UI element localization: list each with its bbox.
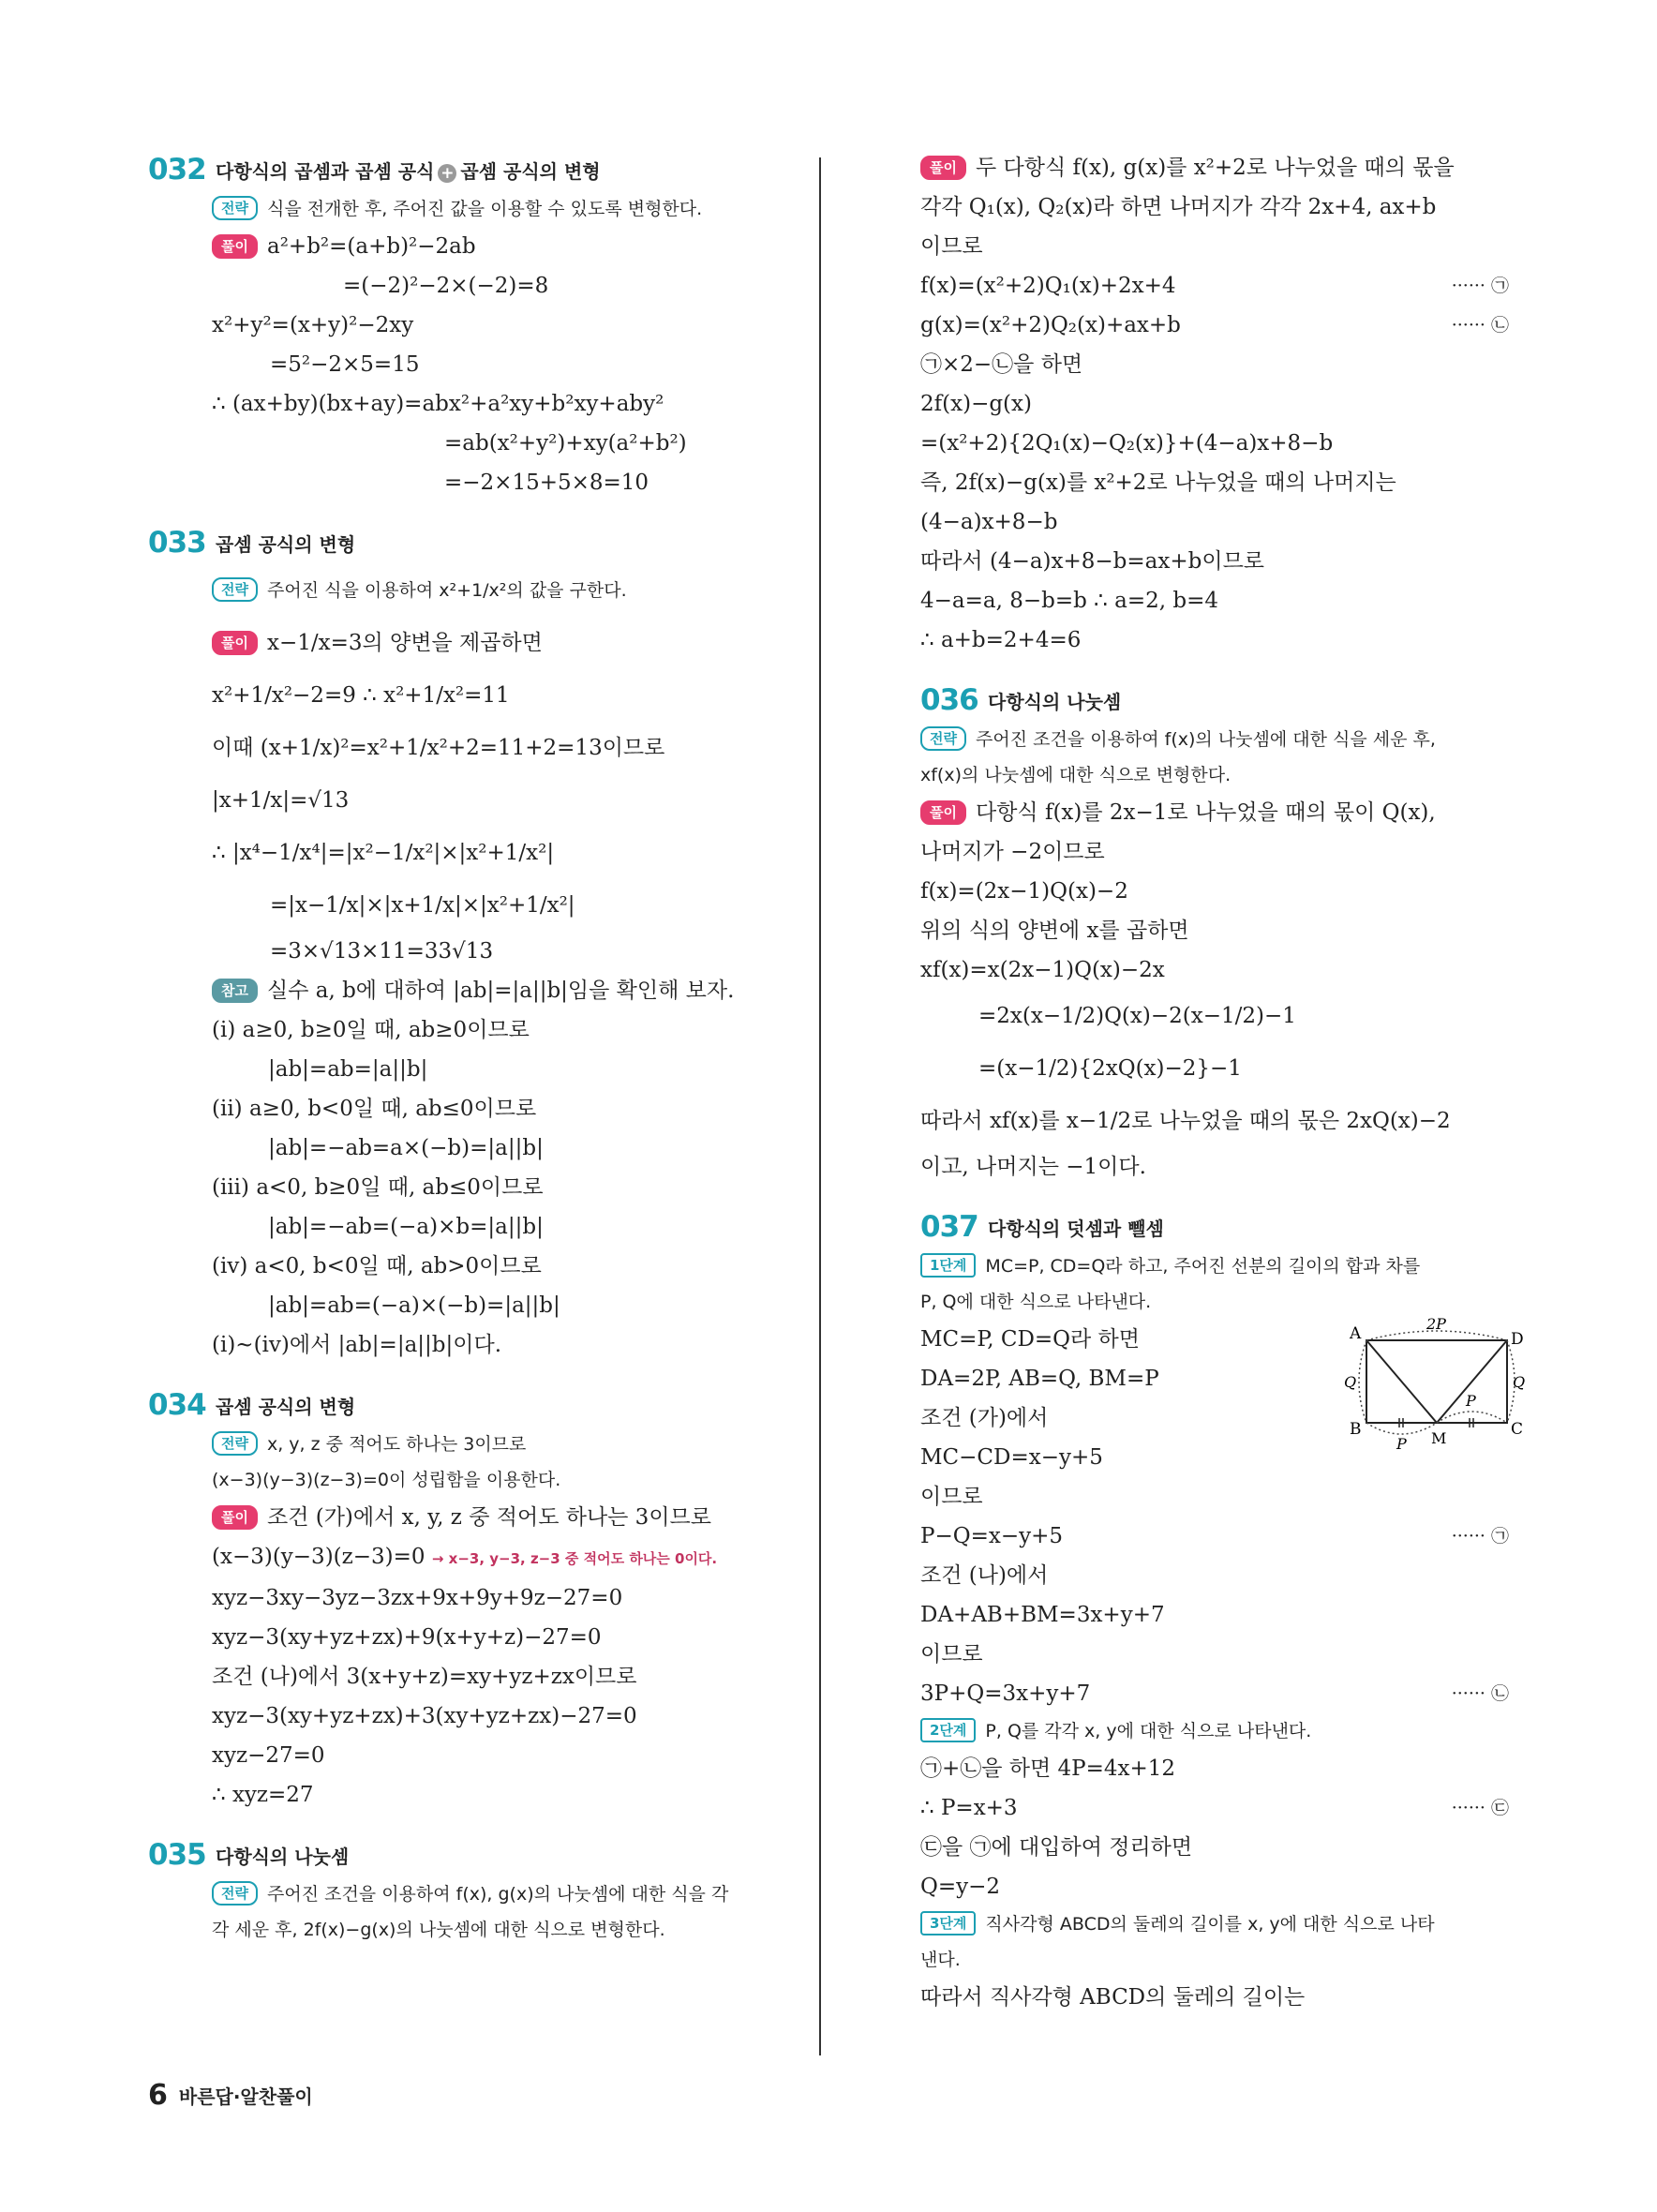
- annotation-note: → x−3, y−3, z−3 중 적어도 하나는 0이다.: [431, 1550, 718, 1567]
- math-line: 조건 (나)에서 3(x+y+z)=xy+yz+zx이므로: [212, 1665, 637, 1689]
- strategy-text: 주어진 식을 이용하여 x²+1/x²의 값을 구한다.: [266, 580, 627, 601]
- step-text: P, Q에 대한 식으로 나타낸다.: [920, 1292, 1152, 1312]
- math-line: 두 다항식 f(x), g(x)를 x²+2로 나누었을 때의 몫을: [975, 156, 1455, 180]
- segment-am: [1366, 1340, 1437, 1423]
- section-title: 곱셈 공식의 변형: [216, 1395, 356, 1418]
- strategy-badge: 전략: [212, 196, 258, 220]
- step1-badge: 1단계: [920, 1253, 976, 1278]
- section-037: [920, 1205, 1526, 2017]
- section-032: [148, 148, 812, 502]
- step-text: 낸다.: [920, 1950, 961, 1970]
- arc-bottom: [1366, 1423, 1437, 1434]
- math-line: 위의 식의 양변에 x를 곱하면: [920, 919, 1189, 943]
- section-036: [920, 679, 1509, 1187]
- label-q-left: Q: [1344, 1373, 1357, 1391]
- note-line: |ab|=ab=(−a)×(−b)=|a||b|: [268, 1293, 560, 1318]
- math-line: xyz−3xy−3yz−3zx+9x+9y+9z−27=0: [212, 1586, 623, 1610]
- solution-badge: 풀이: [212, 234, 258, 259]
- problem-number: 034: [148, 1388, 206, 1422]
- problem-number: 037: [920, 1210, 978, 1244]
- math-line: g(x)=(x²+2)Q₂(x)+ax+b: [920, 313, 1181, 337]
- note-line: |ab|=−ab=a×(−b)=|a||b|: [268, 1136, 544, 1160]
- strategy-badge: 전략: [920, 726, 966, 751]
- math-line: 2f(x)−g(x): [920, 392, 1032, 416]
- note-line: (i)~(iv)에서 |ab|=|a||b|이다.: [212, 1333, 502, 1357]
- math-line: ∴ (ax+by)(bx+ay)=abx²+a²xy+b²xy+aby²: [212, 392, 664, 416]
- note-text: 실수 a, b에 대하여 |ab|=|a||b|임을 확인해 보자.: [266, 979, 735, 1003]
- label-q-right: Q: [1513, 1373, 1526, 1391]
- solution-badge: 풀이: [212, 1505, 258, 1530]
- rectangle-abcd: [1366, 1340, 1507, 1423]
- math-line: xyz−3(xy+yz+zx)+3(xy+yz+zx)−27=0: [212, 1704, 637, 1728]
- math-line: (4−a)x+8−b: [920, 510, 1058, 534]
- rectangle-figure: [1340, 1314, 1528, 1455]
- note-line: (iv) a<0, b<0일 때, ab>0이므로: [212, 1254, 542, 1278]
- math-line: P−Q=x−y+5: [920, 1524, 1064, 1548]
- math-line: xyz−3(xy+yz+zx)+9(x+y+z)−27=0: [212, 1625, 602, 1650]
- page-footer: [148, 2079, 313, 2112]
- page-number: 6: [148, 2079, 168, 2112]
- equation-marker: ······ ㉡: [1451, 315, 1509, 336]
- note-line: (i) a≥0, b≥0일 때, ab≥0이므로: [212, 1018, 530, 1042]
- math-line: =5²−2×5=15: [270, 352, 420, 377]
- math-line: ∴ |x⁴−1/x⁴|=|x²−1/x²|×|x²+1/x²|: [212, 841, 555, 865]
- math-line: =(x−1/2){2xQ(x)−2}−1: [978, 1056, 1242, 1081]
- math-line: f(x)=(x²+2)Q₁(x)+2x+4: [920, 274, 1176, 298]
- math-line: 조건 (나)에서: [920, 1563, 1049, 1588]
- step3-badge: 3단계: [920, 1911, 976, 1936]
- math-line: a²+b²=(a+b)²−2ab: [266, 234, 476, 259]
- math-line: f(x)=(2x−1)Q(x)−2: [920, 879, 1128, 904]
- strategy-text: 주어진 조건을 이용하여 f(x)의 나눗셈에 대한 식을 세운 후,: [975, 729, 1436, 750]
- column-divider: [819, 157, 821, 2055]
- label-p-bottom: P: [1396, 1435, 1407, 1453]
- label-a: A: [1350, 1324, 1362, 1343]
- label-2p: 2P: [1426, 1315, 1446, 1333]
- math-line: DA=2P, AB=Q, BM=P: [920, 1367, 1159, 1391]
- math-line: 나머지가 −2이므로: [920, 840, 1105, 864]
- problem-number: 032: [148, 153, 206, 187]
- math-line: ∴ a+b=2+4=6: [920, 628, 1082, 652]
- equation-marker: ······ ㉡: [1451, 1683, 1509, 1704]
- math-line: |x+1/x|=√13: [212, 788, 350, 813]
- arc-left: [1359, 1340, 1366, 1423]
- math-line: ∴ P=x+3: [920, 1796, 1018, 1820]
- section-034: [148, 1383, 812, 1815]
- strategy-text: xf(x)의 나눗셈에 대한 식으로 변형한다.: [920, 765, 1232, 785]
- math-line: =(x²+2){2Q₁(x)−Q₂(x)}+(4−a)x+8−b: [920, 431, 1334, 456]
- right-column: [920, 141, 1526, 2017]
- equation-marker: ······ ㉢: [1451, 1798, 1509, 1818]
- math-line: 다항식 f(x)를 2x−1로 나누었을 때의 몫이 Q(x),: [975, 800, 1436, 825]
- math-line: (x−3)(y−3)(z−3)=0: [212, 1545, 425, 1569]
- section-title: 다항식의 나눗셈: [216, 1845, 350, 1868]
- section-title: 다항식의 곱셈과 곱셈 공식 + 곱셈 공식의 변형: [216, 159, 601, 183]
- strategy-text: 각 세운 후, 2f(x)−g(x)의 나눗셈에 대한 식으로 변형한다.: [212, 1920, 665, 1940]
- left-column: [148, 141, 812, 1948]
- math-line: ㉠+㉡을 하면 4P=4x+12: [920, 1756, 1176, 1781]
- solution-badge: 풀이: [920, 800, 966, 825]
- math-line: 따라서 직사각형 ABCD의 둘레의 길이는: [920, 1985, 1306, 2010]
- strategy-text: x, y, z 중 적어도 하나는 3이므로: [266, 1434, 527, 1455]
- math-line: 3P+Q=3x+y+7: [920, 1681, 1091, 1706]
- step2-badge: 2단계: [920, 1718, 976, 1742]
- math-line: =(−2)²−2×(−2)=8: [343, 274, 549, 298]
- math-line: x²+1/x²−2=9 ∴ x²+1/x²=11: [212, 683, 510, 708]
- math-line: =|x−1/x|×|x+1/x|×|x²+1/x²|: [270, 893, 575, 918]
- solution-badge: 풀이: [920, 156, 966, 180]
- math-line: x²+y²=(x+y)²−2xy: [212, 313, 414, 337]
- math-line: 이고, 나머지는 −1이다.: [920, 1155, 1146, 1179]
- book-title: 바른답·알찬풀이: [178, 2085, 313, 2108]
- problem-number: 035: [148, 1838, 206, 1872]
- section-title: 다항식의 나눗셈: [988, 690, 1122, 713]
- segment-md: [1437, 1340, 1507, 1423]
- label-p-mid: P: [1466, 1392, 1476, 1410]
- section-033: [148, 521, 812, 1365]
- problem-number: 036: [920, 683, 978, 717]
- math-line: =−2×15+5×8=10: [444, 471, 649, 495]
- math-line: ∴ xyz=27: [212, 1783, 314, 1807]
- math-line: =3×√13×11=33√13: [270, 939, 494, 964]
- math-line: MC=P, CD=Q라 하면: [920, 1327, 1140, 1352]
- strategy-text: (x−3)(y−3)(z−3)=0이 성립함을 이용한다.: [212, 1470, 561, 1490]
- math-line: =2x(x−1/2)Q(x)−2(x−1/2)−1: [978, 1004, 1296, 1028]
- label-c: C: [1511, 1420, 1524, 1439]
- note-line: |ab|=−ab=(−a)×b=|a||b|: [268, 1215, 544, 1239]
- note-line: |ab|=ab=|a||b|: [268, 1057, 428, 1082]
- plus-icon: +: [438, 164, 456, 183]
- math-line: Q=y−2: [920, 1875, 1001, 1899]
- math-line: xf(x)=x(2x−1)Q(x)−2x: [920, 958, 1165, 982]
- solution-badge: 풀이: [212, 631, 258, 655]
- math-line: 즉, 2f(x)−g(x)를 x²+2로 나누었을 때의 나머지는: [920, 471, 1396, 495]
- math-line: 이므로: [920, 1642, 983, 1666]
- math-line: 조건 (가)에서 x, y, z 중 적어도 하나는 3이므로: [266, 1505, 711, 1530]
- section-title: 곱셈 공식의 변형: [216, 532, 356, 556]
- section-title: 다항식의 덧셈과 뺄셈: [988, 1217, 1164, 1240]
- math-line: 따라서 (4−a)x+8−b=ax+b이므로: [920, 549, 1265, 574]
- section-035-continued: [920, 148, 1509, 660]
- arc-mid: [1437, 1412, 1507, 1423]
- math-line: 따라서 xf(x)를 x−1/2로 나누었을 때의 몫은 2xQ(x)−2: [920, 1109, 1451, 1133]
- math-line: 조건 (가)에서: [920, 1406, 1049, 1430]
- strategy-badge: 전략: [212, 577, 258, 602]
- math-line: ㉢을 ㉠에 대입하여 정리하면: [920, 1835, 1193, 1860]
- label-m: M: [1431, 1429, 1447, 1447]
- strategy-text: 주어진 조건을 이용하여 f(x), g(x)의 나눗셈에 대한 식을 각: [266, 1884, 729, 1905]
- math-line: 각각 Q₁(x), Q₂(x)라 하면 나머지가 각각 2x+4, ax+b: [920, 195, 1437, 219]
- math-line: 이때 (x+1/x)²=x²+1/x²+2=11+2=13이므로: [212, 736, 665, 760]
- strategy-text: 식을 전개한 후, 주어진 값을 이용할 수 있도록 변형한다.: [266, 199, 703, 219]
- step-text: 직사각형 ABCD의 둘레의 길이를 x, y에 대한 식으로 나타: [985, 1914, 1435, 1935]
- math-line: DA+AB+BM=3x+y+7: [920, 1603, 1165, 1627]
- math-line: x−1/x=3의 양변을 제곱하면: [266, 631, 543, 655]
- strategy-badge: 전략: [212, 1431, 258, 1456]
- math-line: 4−a=a, 8−b=b ∴ a=2, b=4: [920, 589, 1218, 613]
- section-035: [148, 1833, 812, 1948]
- equation-marker: ······ ㉠: [1451, 1526, 1509, 1547]
- note-line: (iii) a<0, b≥0일 때, ab≤0이므로: [212, 1175, 544, 1200]
- step-text: P, Q를 각각 x, y에 대한 식으로 나타낸다.: [985, 1721, 1312, 1741]
- problem-number: 033: [148, 526, 206, 560]
- step-text: MC=P, CD=Q라 하고, 주어진 선분의 길이의 합과 차를: [985, 1256, 1421, 1277]
- math-line: =ab(x²+y²)+xy(a²+b²): [444, 431, 687, 456]
- math-line: MC−CD=x−y+5: [920, 1445, 1103, 1470]
- note-line: (ii) a≥0, b<0일 때, ab≤0이므로: [212, 1097, 537, 1121]
- math-line: 이므로: [920, 234, 983, 259]
- label-b: B: [1350, 1420, 1362, 1439]
- math-line: xyz−27=0: [212, 1743, 325, 1768]
- math-line: ㉠×2−㉡을 하면: [920, 352, 1083, 377]
- note-badge: 참고: [212, 979, 258, 1003]
- strategy-badge: 전략: [212, 1881, 258, 1906]
- equation-marker: ······ ㉠: [1451, 276, 1509, 296]
- label-d: D: [1511, 1330, 1524, 1349]
- math-line: 이므로: [920, 1485, 983, 1509]
